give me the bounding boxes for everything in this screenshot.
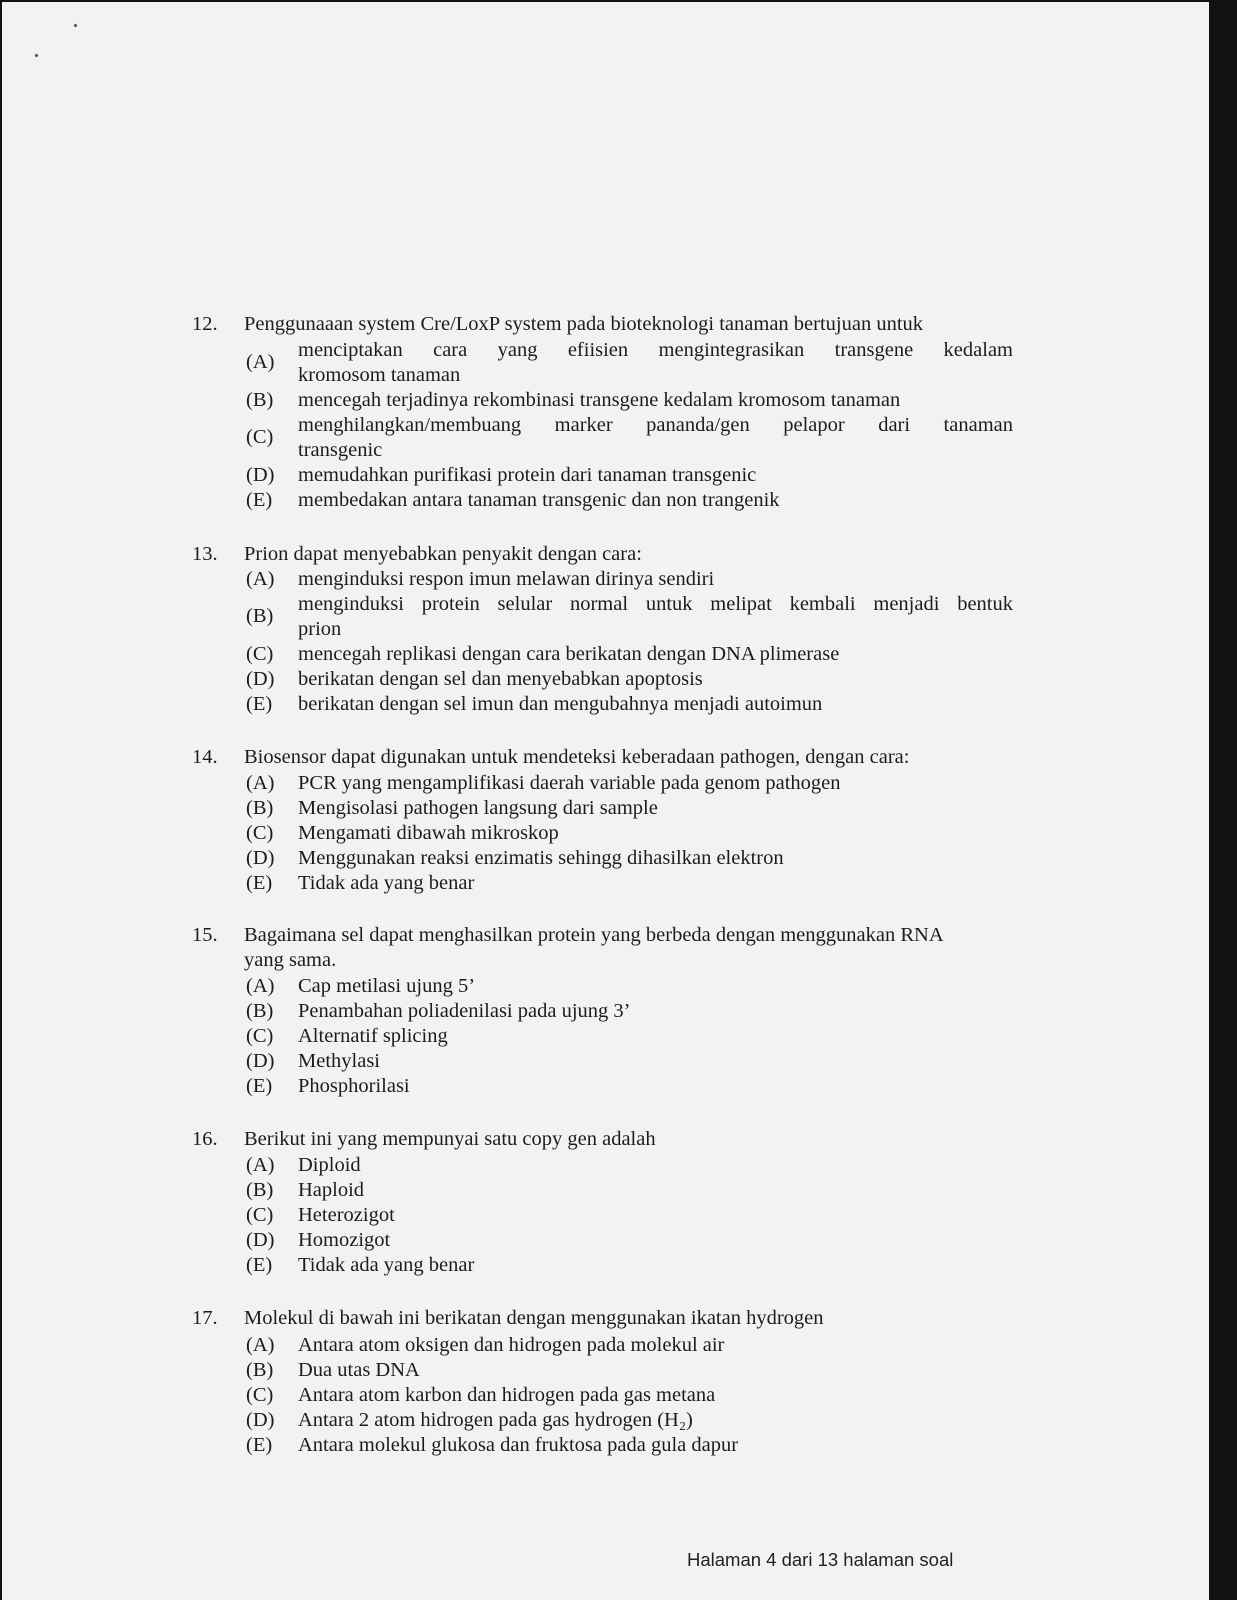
option-letter: (B) (246, 1179, 274, 1201)
option-letter: (E) (246, 872, 273, 894)
option-letter: (E) (246, 1254, 273, 1276)
option-text: Tidak ada yang benar (298, 1254, 475, 1276)
option-b (246, 999, 1022, 1024)
option-text: Antara molekul glukosa dan fruktosa pada gula dapur (298, 1434, 739, 1456)
option-letter: (A) (246, 1154, 275, 1176)
question-number: 15. (192, 924, 218, 946)
option-text: Phosphorilasi (298, 1075, 410, 1097)
option-text: Antara atom oksigen dan hidrogen pada molekul air (298, 1334, 725, 1356)
option-letter: (B) (246, 389, 274, 411)
option-text: membedakan antara tanaman transgenic dan non trangenik (298, 489, 780, 511)
option-text-line1: menghilangkan/membuang marker pananda/gen pelapor dari tanaman (298, 414, 1013, 436)
option-text: Homozigot (298, 1229, 391, 1251)
question-number: 13. (192, 543, 218, 565)
option-text: Mengisolasi pathogen langsung dari sample (298, 797, 658, 819)
option-e (246, 488, 1022, 513)
option-b (246, 388, 1022, 413)
option-b (246, 796, 1022, 821)
option-letter: (A) (246, 1334, 275, 1356)
option-b (246, 1358, 1022, 1383)
scanned-page (2, 2, 1209, 1600)
option-letter: (C) (246, 1384, 274, 1406)
option-letter: (B) (246, 1359, 274, 1381)
option-letter: (E) (246, 693, 273, 715)
option-e (246, 1433, 1022, 1458)
option-c (246, 413, 1022, 463)
option-letter: (A) (246, 975, 275, 997)
option-e (246, 692, 1022, 717)
option-d (246, 1228, 1022, 1253)
option-d (246, 1049, 1022, 1074)
option-a (246, 567, 1022, 592)
option-letter: (E) (246, 1075, 273, 1097)
question-text: Prion dapat menyebabkan penyakit dengan cara: (244, 543, 642, 565)
option-text-line2: prion (298, 618, 342, 640)
option-a (246, 771, 1022, 796)
option-d (246, 1408, 1022, 1433)
question-number: 16. (192, 1128, 218, 1150)
option-text: Diploid (298, 1154, 361, 1176)
option-text-line2: transgenic (298, 439, 383, 461)
option-letter: (D) (246, 1050, 275, 1072)
options-list (246, 567, 1022, 717)
option-text: menginduksi respon imun melawan dirinya sendiri (298, 568, 715, 590)
option-a (246, 974, 1022, 999)
option-a (246, 1153, 1022, 1178)
option-d (246, 667, 1022, 692)
option-text: Methylasi (298, 1050, 380, 1072)
option-text: Tidak ada yang benar (298, 872, 475, 894)
option-e (246, 871, 1022, 896)
option-a (246, 1333, 1022, 1358)
scan-speck (73, 23, 77, 27)
options-list (246, 1153, 1022, 1278)
option-text: Dua utas DNA (298, 1359, 420, 1381)
option-letter: (B) (246, 797, 274, 819)
option-letter: (D) (246, 464, 275, 486)
option-letter: (D) (246, 847, 275, 869)
option-c (246, 642, 1022, 667)
option-text: Antara atom karbon dan hidrogen pada gas metana (298, 1384, 716, 1406)
option-d (246, 463, 1022, 488)
question-text: Penggunaaan system Cre/LoxP system pada bioteknologi tanaman bertujuan untuk (244, 313, 924, 335)
option-c (246, 821, 1022, 846)
options-list (246, 974, 1022, 1099)
option-text: Mengamati dibawah mikroskop (298, 822, 559, 844)
question-text: Berikut ini yang mempunyai satu copy gen adalah (244, 1128, 656, 1150)
option-text: PCR yang mengamplifikasi daerah variable pada genom pathogen (298, 772, 841, 794)
option-c (246, 1203, 1022, 1228)
option-letter: (D) (246, 1409, 275, 1431)
question-text-line2: yang sama. (244, 949, 337, 971)
option-d (246, 846, 1022, 871)
options-list (246, 1333, 1022, 1458)
page-footer: Halaman 4 dari 13 halaman soal (687, 1549, 954, 1570)
options-list (246, 771, 1022, 896)
option-text: Cap metilasi ujung 5’ (298, 975, 476, 997)
option-text: Menggunakan reaksi enzimatis sehingg dihasilkan elektron (298, 847, 784, 869)
option-text: Heterozigot (298, 1204, 395, 1226)
option-letter: (D) (246, 1229, 275, 1251)
option-letter: (E) (246, 489, 273, 511)
question-number: 17. (192, 1307, 218, 1329)
question-text (244, 923, 1024, 973)
option-letter: (C) (246, 643, 274, 665)
option-text: Penambahan poliadenilasi pada ujung 3’ (298, 1000, 631, 1022)
option-letter: (B) (246, 1000, 274, 1022)
option-text: mencegah replikasi dengan cara berikatan dengan DNA plimerase (298, 643, 840, 665)
option-letter: (E) (246, 1434, 273, 1456)
option-b (246, 592, 1022, 642)
option-e (246, 1253, 1022, 1278)
option-letter: (B) (246, 605, 274, 627)
scan-speck (34, 53, 38, 57)
option-text-line1: menciptakan cara yang efiisien mengintegrasikan transgene kedalam (298, 339, 1013, 361)
question-text: Molekul di bawah ini berikatan dengan menggunakan ikatan hydrogen (244, 1307, 824, 1329)
option-c (246, 1024, 1022, 1049)
options-list (246, 338, 1022, 513)
option-letter: (A) (246, 568, 275, 590)
option-text: Antara 2 atom hidrogen pada gas hydrogen (H₂) (298, 1409, 693, 1431)
option-text: Haploid (298, 1179, 365, 1201)
option-letter: (A) (246, 772, 275, 794)
option-text: memudahkan purifikasi protein dari tanaman transgenic (298, 464, 757, 486)
option-c (246, 1383, 1022, 1408)
question-number: 12. (192, 313, 218, 335)
option-b (246, 1178, 1022, 1203)
option-text: mencegah terjadinya rekombinasi transgene kedalam kromosom tanaman (298, 389, 901, 411)
option-letter: (D) (246, 668, 275, 690)
option-text-line1: menginduksi protein selular normal untuk melipat kembali menjadi bentuk (298, 593, 1013, 615)
option-letter: (C) (246, 426, 274, 448)
question-text-line1: Bagaimana sel dapat menghasilkan protein yang berbeda dengan menggunakan RNA (244, 924, 944, 946)
option-text: berikatan dengan sel dan menyebabkan apoptosis (298, 668, 703, 690)
question-text: Biosensor dapat digunakan untuk mendeteksi keberadaan pathogen, dengan cara: (244, 746, 910, 768)
option-text: Alternatif splicing (298, 1025, 448, 1047)
question-number: 14. (192, 746, 218, 768)
option-letter: (C) (246, 1204, 274, 1226)
option-a (246, 338, 1022, 388)
option-text: berikatan dengan sel imun dan mengubahnya menjadi autoimun (298, 693, 823, 715)
option-e (246, 1074, 1022, 1099)
option-letter: (C) (246, 1025, 274, 1047)
option-letter: (C) (246, 822, 274, 844)
option-letter: (A) (246, 351, 275, 373)
option-text-line2: kromosom tanaman (298, 364, 461, 386)
